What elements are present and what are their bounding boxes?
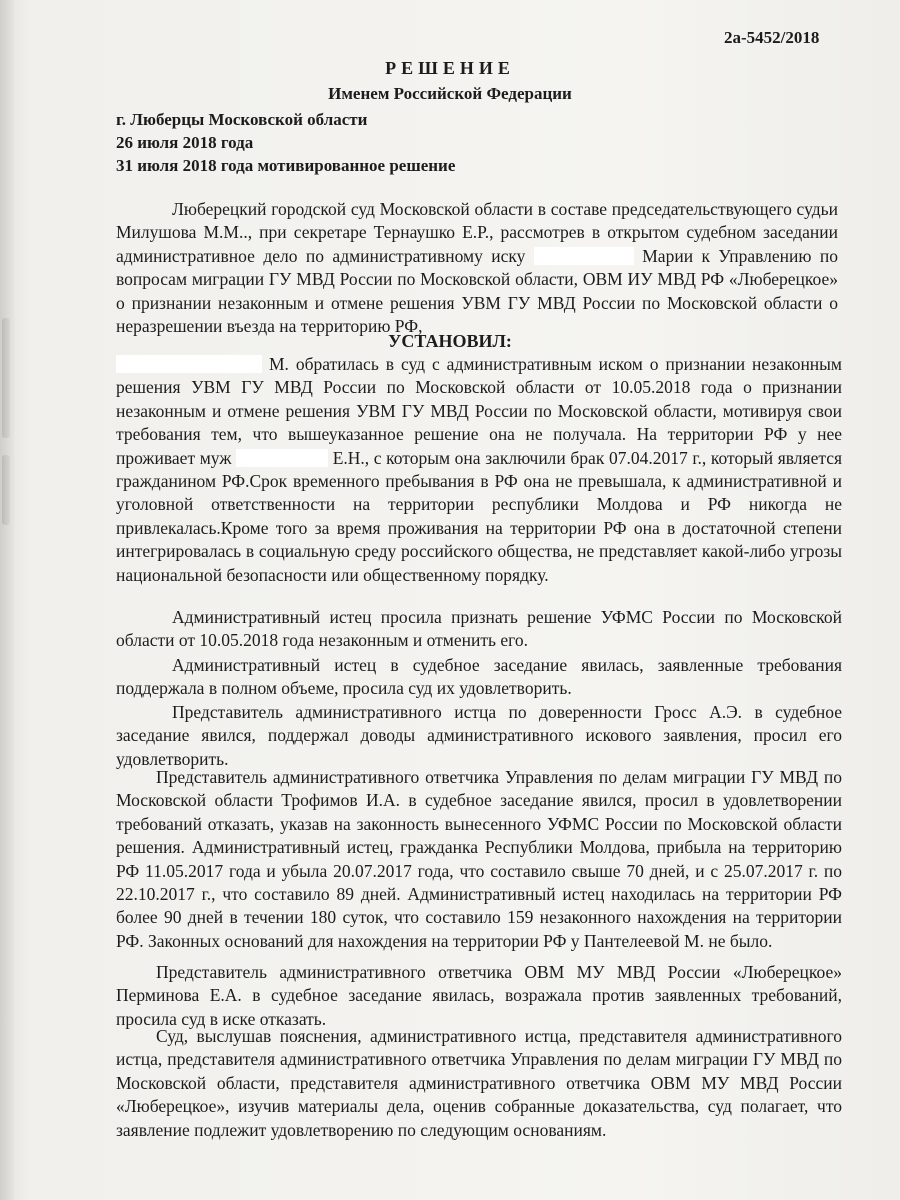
paragraph-claim <box>116 353 842 587</box>
reasoned-decision-date: 31 июля 2018 года мотивированное решение <box>116 156 456 175</box>
paragraph-plaintiff-appeared <box>116 654 842 701</box>
redacted-name <box>534 247 634 265</box>
established-heading: УСТАНОВИЛ: <box>388 331 512 351</box>
respondent-ovm-text: Представитель административного ответчика ОВМ МУ МВД России «Люберецкое» Перминова Е.А. в судебное заседание явилась, возражала против заявленных требований, просила суд в иске отказать. <box>116 962 842 1029</box>
paragraph-representative <box>116 701 842 771</box>
intro-text-part1: Люберецкий городской суд Московской области в составе председательствующего судьи Милушова М.М.., при секретаре Тернаушко Е.Р., рассмотрев в открытом судебном заседании административное дело по административному иску <box>116 199 838 266</box>
page-fold-mark <box>2 455 10 525</box>
claim-text-part1: М. обратилась в суд с административным иском о признании незаконным решения УВМ ГУ МВД России по Московской области от 10.05.2018 года о признании незаконным и отмене решения УВМ ГУ МВД России по Московской области, мотивируя свои требования тем, что вышеуказанное решение она не получала. На территории РФ у нее проживает муж <box>116 354 843 468</box>
city-line: г. Люберцы Московской области <box>116 110 368 129</box>
document-title: РЕШЕНИЕ <box>385 58 515 78</box>
document-subtitle: Именем Российской Федерации <box>328 84 572 103</box>
representative-text: Представитель административного истца по доверенности Гросс А.Э. в судебное заседание явился, поддержал доводы административного искового заявления, просил его удовлетворить. <box>116 702 842 769</box>
redacted-name <box>116 355 262 373</box>
plaintiff-request-text: Административный истец просила признать решение УФМС России по Московской области от 10.05.2018 года незаконным и отменить его. <box>116 607 842 651</box>
redacted-name <box>236 449 328 467</box>
paragraph-court-reasoning <box>116 1025 842 1142</box>
intro-paragraph <box>116 198 838 338</box>
intro-text-part2: Марии к Управлению по вопросам миграции ГУ МВД России по Московской области, ОВМ ИУ МВД РФ «Люберецкое» о признании незаконным и отмене решения УВМ ГУ МВД России по Московской области о неразрешении въезда на территорию РФ, <box>116 245 839 337</box>
paragraph-respondent-ovm <box>116 961 842 1031</box>
paragraph-plaintiff-request <box>116 606 842 653</box>
plaintiff-appeared-text: Административный истец в судебное заседание явилась, заявленные требования поддержала в полном объеме, просила суд их удовлетворить. <box>116 655 842 699</box>
court-reasoning-text: Суд, выслушав пояснения, административного истца, представителя административного истца, представителя административного ответчика Управления по делам миграции ГУ МВД по Московской области, представителя административного ответчика ОВМ МУ МВД России «Люберецкое», изучив материалы дела, оценив собранные доказательства, суд полагает, что заявление подлежит удовлетворению по следующим основаниям. <box>116 1026 842 1140</box>
decision-date: 26 июля 2018 года <box>116 133 254 152</box>
respondent-migration-text: Представитель административного ответчика Управления по делам миграции ГУ МВД по Московской области Трофимов И.А. в судебное заседание явился, просил в удовлетворении требований отказать, указав на законность вынесенного УФМС России по Московской области решения. Административный истец, гражданка Республики Молдова, прибыла на территорию РФ 11.05.2017 года и убыла 20.07.2017 года, что составило свыше 70 дней, и с 25.07.2017 г. по 22.10.2017 г., что составило 89 дней. Административный истец находилась на территории РФ более 90 дней в течении 180 суток, что составило 159 незаконного нахождения на территории РФ. Законных оснований для нахождения на территории РФ у Пантелеевой М. не было. <box>116 767 842 951</box>
paragraph-respondent-migration <box>116 766 842 953</box>
binding-edge <box>0 0 14 1200</box>
claim-text-part2: Е.Н., с которым она заключили брак 07.04.2017 г., который является гражданином РФ.Срок временного пребывания в РФ она не превышала, к административной и уголовной ответственности на территории республики Молдова и РФ никогда не привлекалась.Кроме того за время проживания на территории РФ она в достаточной степени интегрировалась в социальную среду российского общества, не представляет какой-либо угрозы национальной безопасности или общественному порядку. <box>116 447 843 585</box>
case-number: 2а-5452/2018 <box>724 28 820 47</box>
